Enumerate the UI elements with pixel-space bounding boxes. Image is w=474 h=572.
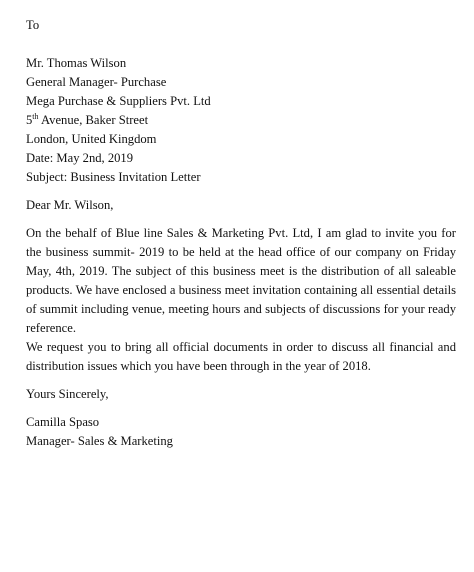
recipient-company: Mega Purchase & Suppliers Pvt. Ltd	[26, 94, 211, 108]
address-number: 5	[26, 113, 33, 127]
sender-title: Manager- Sales & Marketing	[26, 434, 173, 448]
address-number-suffix: th	[32, 111, 39, 121]
recipient-title: General Manager- Purchase	[26, 75, 167, 89]
recipient-address	[26, 111, 456, 130]
address-street: Avenue, Baker Street	[38, 113, 149, 127]
body-paragraph-2: We request you to bring all official documents in order to discuss all financial and distribution issues which you have been through in the year of 2018.	[26, 340, 456, 373]
recipient-block	[26, 54, 456, 187]
closing: Yours Sincerely,	[26, 387, 109, 401]
recipient-name: Mr. Thomas Wilson	[26, 56, 127, 70]
to-label: To	[26, 18, 40, 32]
spacer	[26, 404, 456, 413]
subject-line: Subject: Business Invitation Letter	[26, 170, 201, 184]
sender-block	[26, 413, 456, 451]
salutation: Dear Mr. Wilson,	[26, 198, 114, 212]
spacer	[26, 215, 456, 224]
recipient-city: London, United Kingdom	[26, 132, 157, 146]
spacer	[26, 35, 456, 54]
spacer	[26, 187, 456, 196]
date-line: Date: May 2nd, 2019	[26, 151, 134, 165]
spacer	[26, 376, 456, 385]
sender-name: Camilla Spaso	[26, 415, 100, 429]
body-paragraph-1: On the behalf of Blue line Sales & Marketing Pvt. Ltd, I am glad to invite you for the business summit- 2019 to be held at the head office of our company on Friday May, 4th, 2019. The subject of this business meet is the distribution of all saleable products. We have enclosed a business meet invitation containing all essential details of summit including venue, meeting hours and subjects of discussions for your ready reference.	[26, 226, 456, 335]
